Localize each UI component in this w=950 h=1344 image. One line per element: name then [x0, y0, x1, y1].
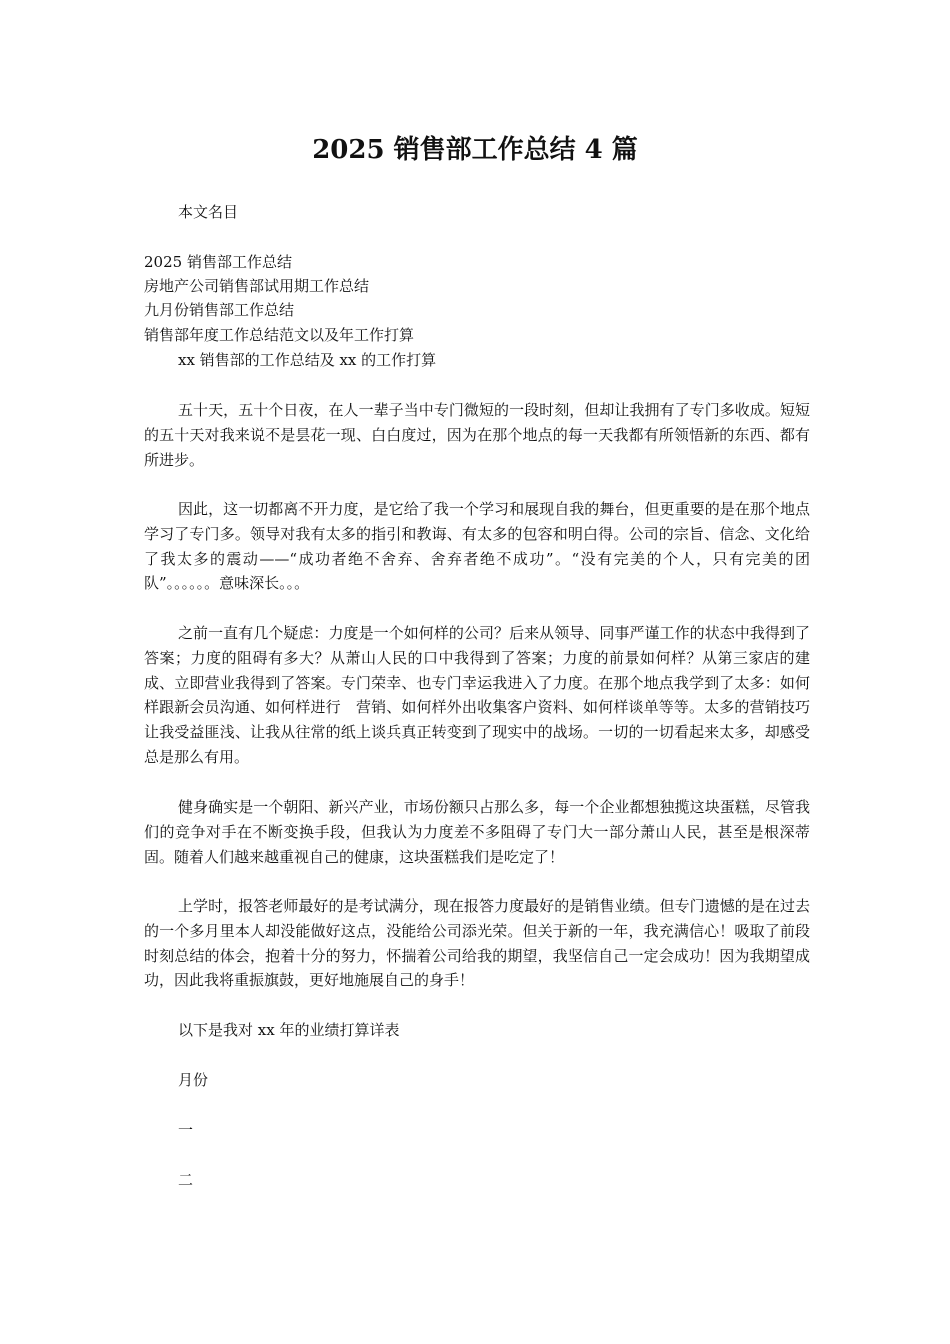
- plan-intro: 以下是我对 xx 年的业绩打算详表: [178, 1021, 400, 1039]
- body-paragraph: 之前一直有几个疑虑：力度是一个如何样的公司？后来从领导、同事严谨工作的状态中我得到了答案；力度的阻碍有多大？从萧山人民的口中我得到了答案；力度的前景如何样？从第三家店的建成、立即营业我得到了答案。专门荣幸、也专门幸运我进入了力度。在那个地点我学到了太多：如何样跟新会员沟通、如何样进行 营销、如何样外出收集客户资料、如何样谈单等等。太多的营销技巧让我受益匪浅、让我从往常的纸上谈兵真正转变到了现实中的战场。一切的一切看起来太多，却感受总是那么有用。: [144, 624, 810, 766]
- body-paragraph: 健身确实是一个朝阳、新兴产业，市场份额只占那么多，每一个企业都想独揽这块蛋糕，尽管我们的竞争对手在不断变换手段，但我认为力度差不多阻碍了专门大一部分萧山人民，甚至是根深蒂固。随着人们越来越重视自己的健康，这块蛋糕我们是吃定了！: [144, 798, 810, 866]
- document-title: 2025 销售部工作总结 4 篇: [312, 135, 638, 165]
- table-row-month: 二: [178, 1171, 194, 1189]
- body-paragraph: 五十天，五十个日夜，在人一辈子当中专门微短的一段时刻，但却让我拥有了专门多收成。短短的五十天对我来说不是昙花一现、白白度过，因为在那个地点的每一天我都有所领悟新的东西、都有所进步。: [144, 401, 810, 469]
- body-paragraph: 因此，这一切都离不开力度，是它给了我一个学习和展现自我的舞台，但更重要的是在那个地点学习了专门多。领导对我有太多的指引和教诲、有太多的包容和明白得。公司的宗旨、信念、文化给了我太多的震动——“成功者绝不舍弃、舍弃者绝不成功”。“没有完美的个人，只有完美的团队”。。。。。。意味深长。。。: [144, 500, 810, 593]
- toc-item: 九月份销售部工作总结: [144, 301, 295, 319]
- body-paragraph: 上学时，报答老师最好的是考试满分，现在报答力度最好的是销售业绩。但专门遗憾的是在过去的一个多月里本人却没能做好这点，没能给公司添光荣。但关于新的一年，我充满信心！吸取了前段时刻总结的体会，抱着十分的努力，怀揣着公司给我的期望，我坚信自己一定会成功！因为我期望成功，因此我将重振旗鼓，更好地施展自己的身手！: [144, 897, 810, 990]
- toc-heading: 本文名目: [178, 203, 239, 221]
- table-header-month: 月份: [178, 1071, 209, 1089]
- table-row-month: 一: [178, 1121, 194, 1139]
- toc-item: 2025 销售部工作总结: [144, 253, 292, 271]
- toc-item: xx 销售部的工作总结及 xx 的工作打算: [178, 351, 437, 369]
- toc-item: 房地产公司销售部试用期工作总结: [144, 277, 370, 295]
- toc-item: 销售部年度工作总结范文以及年工作打算: [144, 326, 415, 344]
